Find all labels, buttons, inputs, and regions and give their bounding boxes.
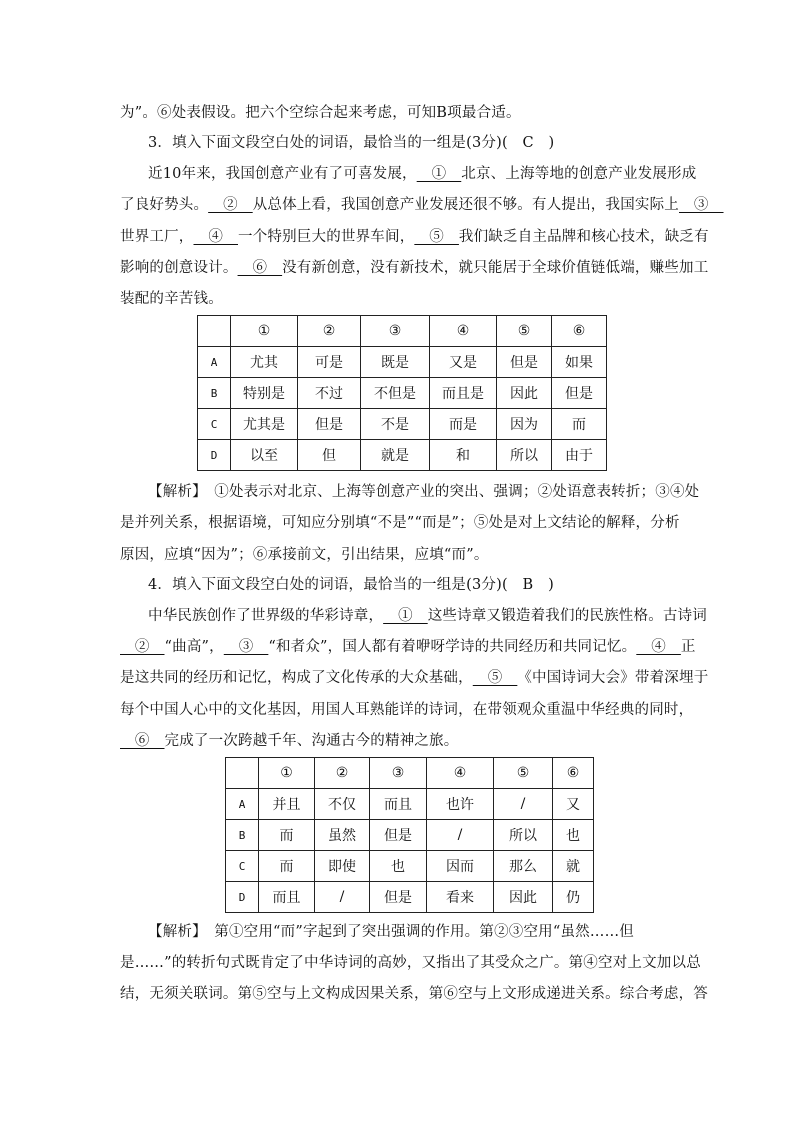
table-cell: 也 [553, 820, 594, 851]
q4-passage-line: 每个中国人心中的文化基因，用国人耳熟能详的诗词，在带领观众重温中华经典的同时， [120, 702, 694, 718]
table-row [198, 440, 607, 471]
blank-3: __③__ [223, 639, 269, 655]
table-cell: 尤其是 [231, 409, 298, 440]
table-cell: 即使 [315, 851, 370, 882]
q3-analysis: 原因，应填“因为”；⑥承接前文，引出结果，应填“而”。 [120, 547, 489, 563]
question-4-stem: 4．填入下面文段空白处的词语，最恰当的一组是(3分)( B ) [148, 577, 554, 593]
table-cell: 就是 [361, 440, 430, 471]
table-row [198, 378, 607, 409]
blank-5: __⑤__ [472, 670, 518, 686]
table-cell: 可是 [298, 347, 361, 378]
q4-passage-line: __②__“曲高”，__③__“和者众”，国人都有着咿呀学诗的共同经历和共同记忆。__④__正 [120, 639, 696, 655]
table-cell: 又 [553, 789, 594, 820]
table-cell: 特别是 [231, 378, 298, 409]
q4-passage-line: 是这共同的经历和记忆，构成了文化传承的大众基础，__⑤__《中国诗词大会》带着深埋于 [120, 670, 709, 686]
option-label: A [198, 347, 231, 378]
table-cell: 但是 [370, 820, 427, 851]
table-cell: 而且是 [430, 378, 497, 409]
option-label: B [198, 378, 231, 409]
table-row [198, 347, 607, 378]
blank-3: __③__ [679, 197, 724, 213]
question-3-stem: 3．填入下面文段空白处的词语，最恰当的一组是(3分)( C ) [148, 135, 555, 151]
table-cell: / [427, 820, 494, 851]
table-cell: 因此 [497, 378, 552, 409]
table-cell: 而 [259, 851, 315, 882]
option-label: D [226, 882, 259, 913]
table-header-cell: ① [259, 758, 315, 789]
table-header-cell [198, 316, 231, 347]
blank-1: __①__ [416, 166, 462, 182]
q3-passage-line: 影响的创意设计。__⑥__没有新创意，没有新技术，就只能居于全球价值链低端，赚些加工 [120, 260, 709, 276]
table-cell: 因而 [427, 851, 494, 882]
table-cell: 因为 [497, 409, 552, 440]
table-cell: 所以 [494, 820, 553, 851]
table-cell: 不过 [298, 378, 361, 409]
table-header-row [198, 316, 607, 347]
table-row [198, 409, 607, 440]
table-header-row [226, 758, 594, 789]
q4-passage-line: __⑥__完成了一次跨越千年、沟通古今的精神之旅。 [120, 733, 459, 749]
q4-passage-line: 中华民族创作了世界级的华彩诗章，__①__这些诗章又锻造着我们的民族性格。古诗词 [148, 608, 708, 624]
q3-passage-line: 装配的辛苦钱。 [120, 291, 223, 307]
table-cell: 不但是 [361, 378, 430, 409]
table-cell: 又是 [430, 347, 497, 378]
option-label: D [198, 440, 231, 471]
q4-analysis: 结，无须关联词。第⑤空与上文构成因果关系，第⑥空与上文形成递进关系。综合考虑，答 [120, 986, 708, 1002]
table-row [226, 882, 594, 913]
blank-6: __⑥__ [237, 260, 283, 276]
option-label: C [198, 409, 231, 440]
q4-analysis: 是……”的转折句式既肯定了中华诗词的高妙，又指出了其受众之广。第④空对上文加以总 [120, 955, 701, 971]
options-table-q4 [225, 757, 594, 913]
table-header-cell: ③ [370, 758, 427, 789]
option-label: B [226, 820, 259, 851]
blank-2: __②__ [208, 197, 253, 213]
table-cell: 但是 [552, 378, 607, 409]
table-cell: 而且 [370, 789, 427, 820]
table-cell: 并且 [259, 789, 315, 820]
table-header-cell: ④ [427, 758, 494, 789]
options-table-q3 [197, 315, 607, 471]
table-cell: 但 [298, 440, 361, 471]
table-header-cell: ⑥ [553, 758, 594, 789]
table-cell: 而 [259, 820, 315, 851]
table-cell: 所以 [497, 440, 552, 471]
table-header-cell [226, 758, 259, 789]
table-header-cell: ② [298, 316, 361, 347]
q3-passage-line: 近10年来，我国创意产业有了可喜发展，__①__北京、上海等地的创意产业发展形成 [148, 166, 697, 182]
table-cell: 就 [553, 851, 594, 882]
q3-passage-line: 世界工厂，__④__一个特别巨大的世界车间，__⑤__我们缺乏自主品牌和核心技术，缺乏有 [120, 229, 709, 245]
table-cell: 但是 [298, 409, 361, 440]
table-header-cell: ② [315, 758, 370, 789]
table-cell: 而是 [430, 409, 497, 440]
table-cell: 不是 [361, 409, 430, 440]
text-line: 为”。⑥处表假设。把六个空综合起来考虑，可知B项最合适。 [120, 105, 521, 121]
blank-4: __④__ [193, 229, 238, 245]
table-cell: 也许 [427, 789, 494, 820]
table-header-cell: ⑤ [497, 316, 552, 347]
table-header-cell: ④ [430, 316, 497, 347]
table-cell: / [315, 882, 370, 913]
table-cell: 如果 [552, 347, 607, 378]
table-cell: 看来 [427, 882, 494, 913]
table-cell: 因此 [494, 882, 553, 913]
table-header-cell: ⑥ [552, 316, 607, 347]
table-cell: 既是 [361, 347, 430, 378]
q4-analysis: 【解析】 第①空用“而”字起到了突出强调的作用。第②③空用“虽然……但 [148, 924, 634, 940]
table-header-cell: ③ [361, 316, 430, 347]
table-cell: 不仅 [315, 789, 370, 820]
blank-2: __②__ [120, 639, 165, 655]
table-cell: 而且 [259, 882, 315, 913]
option-label: C [226, 851, 259, 882]
table-cell: 但是 [497, 347, 552, 378]
table-cell: 但是 [370, 882, 427, 913]
table-row [226, 851, 594, 882]
table-cell: 也 [370, 851, 427, 882]
q3-analysis: 【解析】 ①处表示对北京、上海等创意产业的突出、强调；②处语意表转折；③④处 [148, 484, 700, 500]
table-cell: 以至 [231, 440, 298, 471]
table-cell: 尤其 [231, 347, 298, 378]
table-cell: 和 [430, 440, 497, 471]
table-row [226, 820, 594, 851]
table-header-cell: ⑤ [494, 758, 553, 789]
table-cell: 而 [552, 409, 607, 440]
q3-passage-line: 了良好势头。__②__从总体上看，我国创意产业发展还很不够。有人提出，我国实际上__③__ [120, 197, 724, 213]
table-cell: / [494, 789, 553, 820]
table-cell: 由于 [552, 440, 607, 471]
option-label: A [226, 789, 259, 820]
table-cell: 虽然 [315, 820, 370, 851]
table-cell: 那么 [494, 851, 553, 882]
table-row [226, 789, 594, 820]
blank-5: __⑤__ [414, 229, 459, 245]
blank-4: __④__ [636, 639, 681, 655]
blank-1: __①__ [383, 608, 428, 624]
blank-6: __⑥__ [120, 733, 165, 749]
table-header-cell: ① [231, 316, 298, 347]
table-cell: 仍 [553, 882, 594, 913]
q3-analysis: 是并列关系，根据语境，可知应分别填“不是”“而是”；⑤处是对上文结论的解释，分析 [120, 515, 680, 531]
